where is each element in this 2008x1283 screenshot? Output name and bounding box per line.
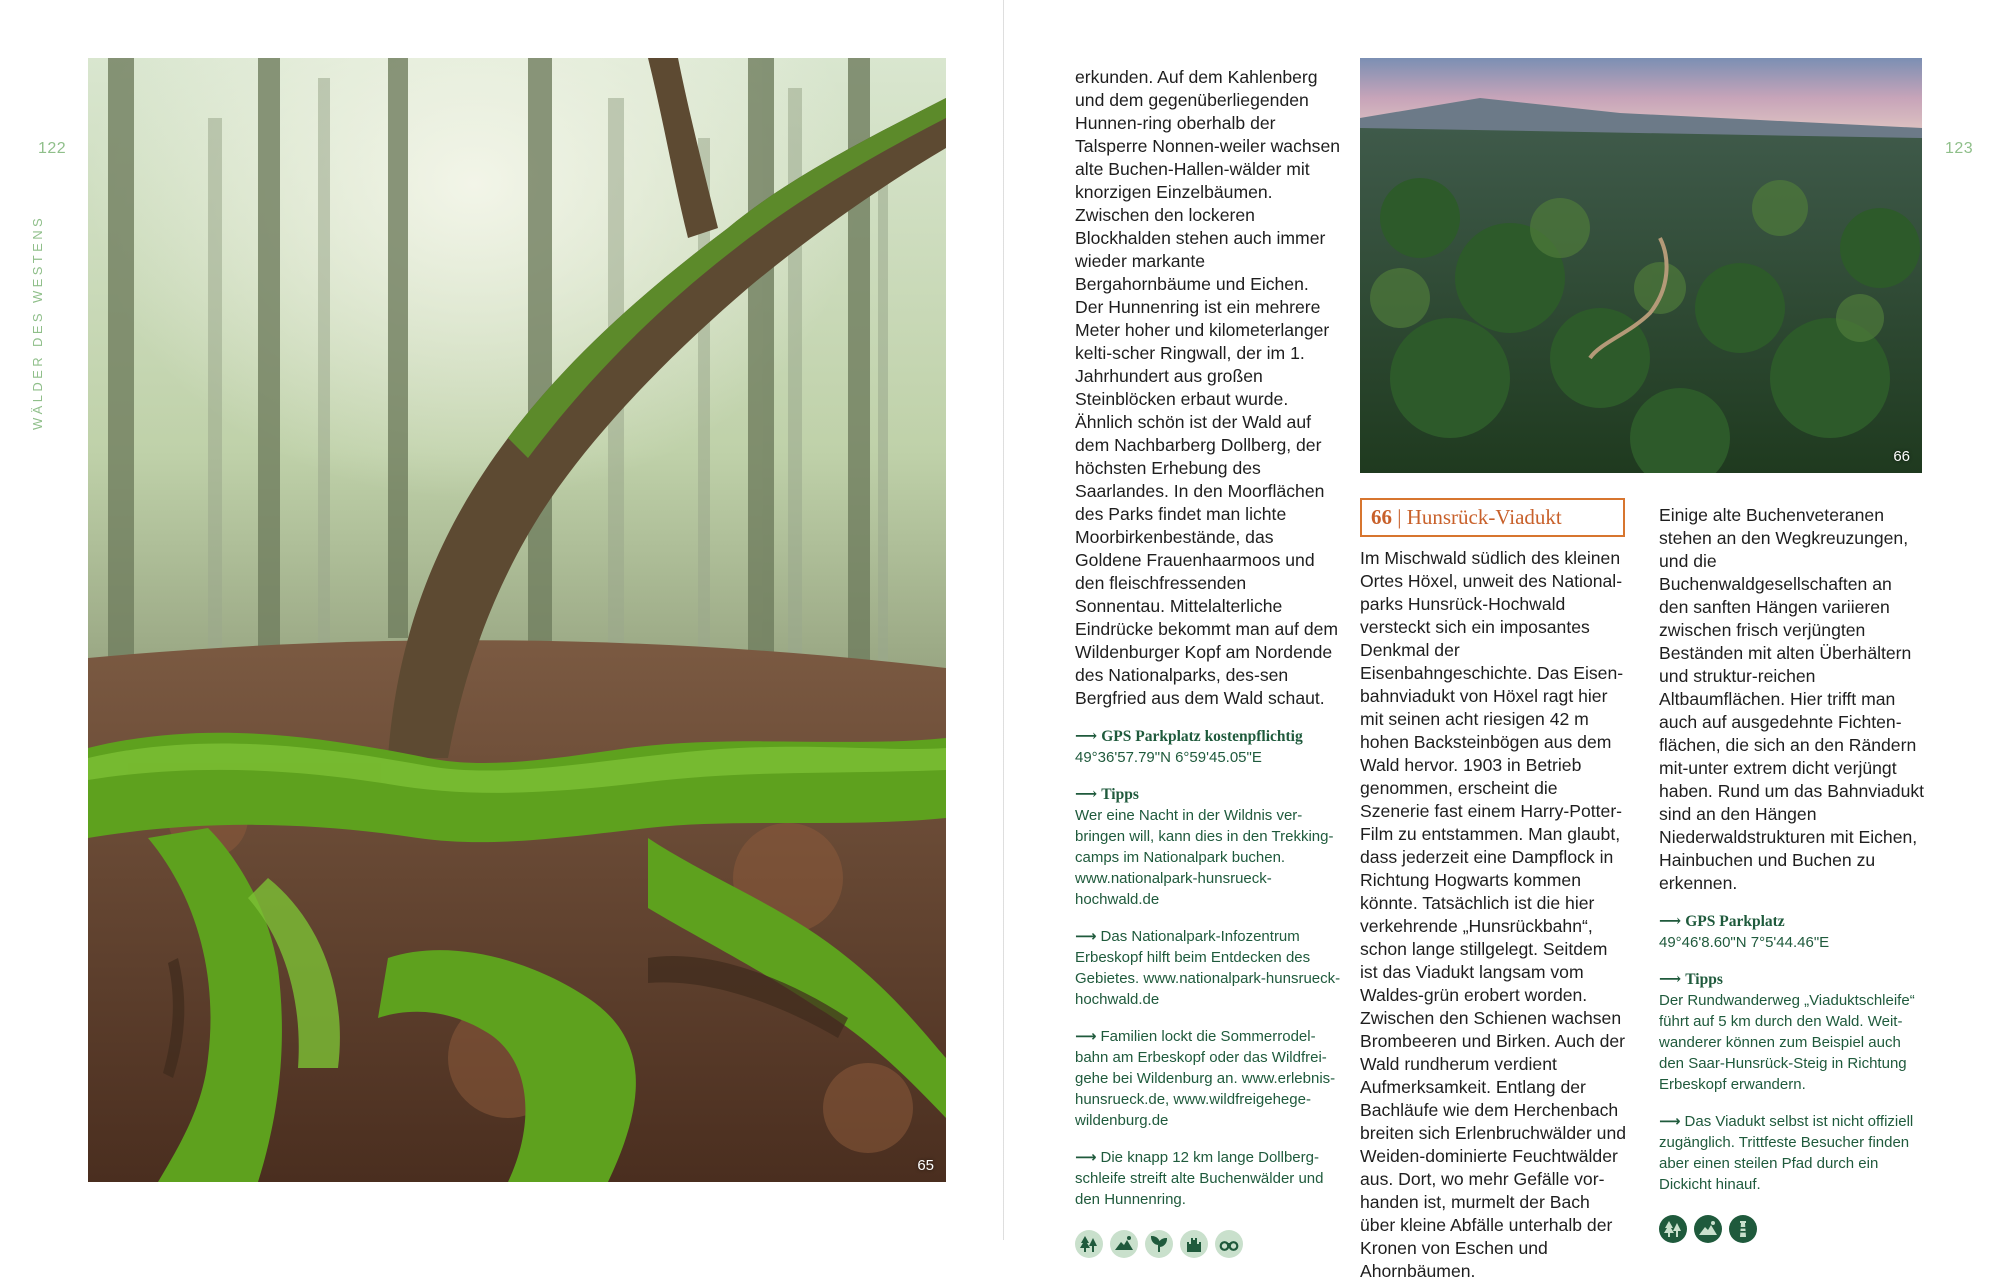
photo-number-66: 66 <box>1893 448 1910 465</box>
category-icons-3 <box>1659 1215 1926 1243</box>
tip-item: Der Rundwanderweg „Viaduktschleife“ führt auf 5 km durch den Wald. Weit-wanderer können zum Beispiel auch den Saar-Hunsrück-Steig in Richtung Erbeskopf erwandern. <box>1659 992 1915 1093</box>
sprout-icon <box>1145 1230 1173 1258</box>
arrow-icon: ⟶ <box>1075 728 1098 745</box>
hills-icon <box>1110 1230 1138 1258</box>
section-heading: 66 | Hunsrück-Viadukt <box>1360 498 1625 537</box>
text-column-2 <box>1360 498 1628 1283</box>
column2-body: Im Mischwald südlich des kleinen Ortes Höxel, unweit des National-parks Hunsrück-Hochwald versteckt sich ein imposantes Denkmal der Eisenbahngeschichte. Das Eisen-bahnviadukt von Höxel ragt hier mit seinen acht riesigen 42 m hohen Backsteinbögen aus dem Wald hervor. 1903 in Betrieb genommen, erscheint die Szenerie fast einem Harry-Potter-Film zu entstammen. Man glaubt, dass jederzeit eine Dampflock in Richtung Hogwarts kommen könnte. Tatsächlich ist die hier verkehrende „Hunsrückbahn“, schon lange stillgelegt. Seitdem ist das Viadukt langsam vom Waldes-grün erobert worden. Zwischen den Schienen wachsen Brombeeren und Birken. Auch der Wald rundherum verdient Aufmerksamkeit. Entlang der Bachläufe wie dem Herchenbach breiten sich Erlenbruchwälder und Weiden-dominierte Feuchtwälder aus. Dort, wo mehr Gefälle vor-handen ist, murmelt der Bach über kleine Abfälle unterhalb der Kronen von Eschen und Ahornbäumen. <box>1360 548 1627 1281</box>
page-number-left: 122 <box>38 140 67 157</box>
tipps-block-1 <box>1075 784 1341 910</box>
gps-heading-1: GPS Parkplatz kostenpflichtig <box>1101 728 1303 745</box>
section-number: 66 <box>1371 505 1392 529</box>
gps-block-3 <box>1659 911 1926 953</box>
column1-body: erkunden. Auf dem Kahlenberg und dem gegenüberliegenden Hunnen-ring oberhalb der Talsperre Nonnen-weiler wachsen alte Buchen-Hallen-wälder mit knorzigen Einzelbäumen. Zwischen den lockeren Blockhalden stehen auch immer wieder markante Bergahornbäume und Eichen. Der Hunnenring ist ein mehrere Meter hoher und kilometerlanger kelti-scher Ringwall, der im 1. Jahrhundert aus großen Steinblöcken erbaut wurde. Ähnlich schön ist der Wald auf dem Nachbarberg Dollberg, der höchsten Erhebung des Saarlandes. In den Moorflächen des Parks findet man lichte Moorbirkenbestände, das Goldene Frauenhaarmoos und den fleischfressenden Sonnentau. Mittelalterliche Eindrücke bekommt man auf dem Wildenburger Kopf am Nordende des Nationalparks, des-sen Bergfried aus dem Wald schaut. <box>1075 67 1341 708</box>
arrow-icon: ⟶ <box>1075 928 1097 945</box>
aerial-photo-66 <box>1360 58 1922 473</box>
text-column-3 <box>1659 504 1926 1243</box>
arrow-icon: ⟶ <box>1075 786 1098 803</box>
castle-icon <box>1180 1230 1208 1258</box>
tip-item: Wer eine Nacht in der Wildnis ver-bringen will, kann dies in den Trekking-camps im Nationalpark buchen. www.nationalpark-hunsrueck-hochwald.de <box>1075 807 1334 908</box>
binoculars-icon <box>1215 1230 1243 1258</box>
tip-item: ⟶ Die knapp 12 km lange Dollberg-schleife streift alte Buchenwälder und den Hunnenring. <box>1075 1149 1324 1208</box>
photo-number-65: 65 <box>917 1157 934 1174</box>
page-number-right: 123 <box>1945 140 1974 157</box>
arrow-icon: ⟶ <box>1659 913 1682 930</box>
tip-item: ⟶ Das Viadukt selbst ist nicht offiziell zugänglich. Trittfeste Besucher finden aber einen steilen Pfad durch ein Dickicht hinauf. <box>1659 1113 1914 1193</box>
category-icons-1 <box>1075 1230 1341 1258</box>
trees-icon <box>1659 1215 1687 1243</box>
left-page <box>0 0 1004 1240</box>
arrow-icon: ⟶ <box>1075 1028 1097 1045</box>
right-page <box>1004 0 2008 1281</box>
arrow-icon: ⟶ <box>1075 1149 1097 1166</box>
gps-coords-3: 49°46'8.60"N 7°5'44.46"E <box>1659 934 1830 951</box>
section-title: Hunsrück-Viadukt <box>1406 505 1562 529</box>
arrow-icon: ⟶ <box>1659 1113 1681 1130</box>
running-head: WÄLDER DES WESTENS <box>30 214 45 430</box>
gps-coords-1: 49°36'57.79"N 6°59'45.05"E <box>1075 749 1262 766</box>
column3-body: Einige alte Buchenveteranen stehen an den Wegkreuzungen, und die Buchenwaldgesellschaften an den sanften Hängen variieren zwischen frisch verjüngten Beständen mit alten Überhältern und struktur-reichen Altbaumflächen. Hier trifft man auch auf ausgedehnte Fichten-flächen, die sich an den Rändern mit-unter extrem dicht verjüngt haben. Rund um das Bahnviadukt sind an den Hängen Niederwaldstrukturen mit Eichen, Hainbuchen und Buchen zu erkennen. <box>1659 505 1925 893</box>
gps-heading-3: GPS Parkplatz <box>1685 913 1785 930</box>
tipps-heading-3: Tipps <box>1685 971 1723 988</box>
tip-item: ⟶ Familien lockt die Sommerrodel-bahn am Erbeskopf oder das Wildfrei-gehe bei Wildenburg an. www.erlebnis-hunsrueck.de, www.wildfreigehege-wildenburg.de <box>1075 1028 1336 1129</box>
text-column-1 <box>1075 66 1341 1258</box>
hills-icon <box>1694 1215 1722 1243</box>
trees-icon <box>1075 1230 1103 1258</box>
gps-block-1 <box>1075 726 1341 768</box>
arrow-icon: ⟶ <box>1659 971 1682 988</box>
tip-item: ⟶ Das Nationalpark-Infozentrum Erbeskopf hilft beim Entdecken des Gebietes. www.nationalpark-hunsrueck-hochwald.de <box>1075 928 1341 1008</box>
forest-photo-65 <box>88 58 946 1182</box>
tipps-heading-1: Tipps <box>1101 786 1139 803</box>
lighthouse-icon <box>1729 1215 1757 1243</box>
tipps-block-3 <box>1659 969 1926 1095</box>
